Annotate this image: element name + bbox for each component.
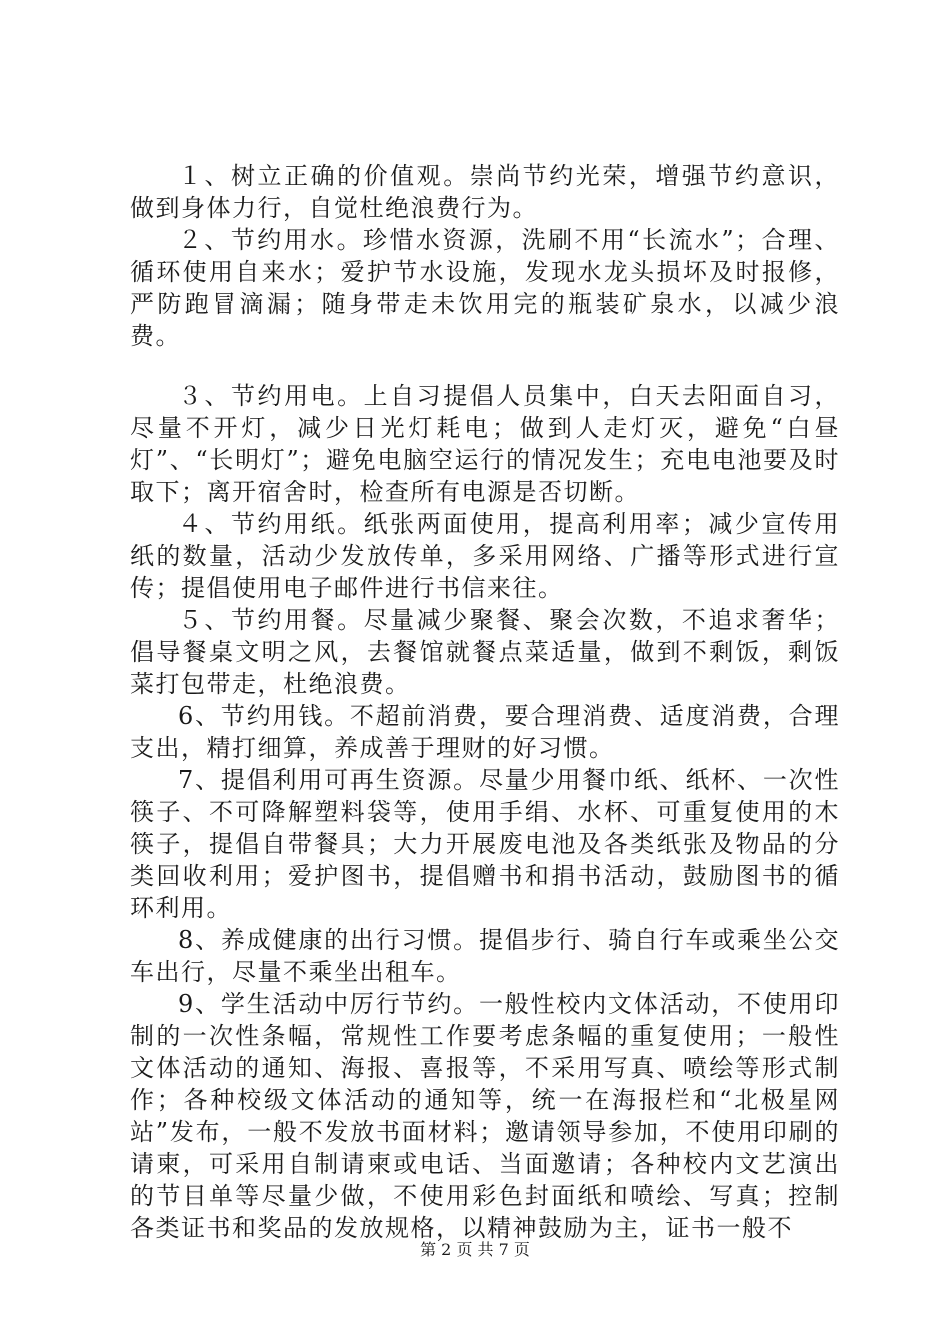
paragraph-7: 7、提倡利用可再生资源。尽量少用餐巾纸、纸杯、一次性筷子、不可降解塑料袋等，使用手绢、水杯、可重复使用的木筷子，提倡自带餐具；大力开展废电池及各类纸张及物品的分类回收利用；爱护图书，提倡赠书和捐书活动，鼓励图书的循环利用。 (130, 766, 840, 922)
paragraph-8: 8、养成健康的出行习惯。提倡步行、骑自行车或乘坐公交车出行，尽量不乘坐出租车。 (130, 926, 840, 986)
paragraph-5: ５、节约用餐。尽量减少聚餐、聚会次数，不追求奢华；倡导餐桌文明之风，去餐馆就餐点菜适量，做到不剩饭，剩饭菜打包带走，杜绝浪费。 (130, 606, 840, 698)
paragraph-1: １、树立正确的价值观。崇尚节约光荣，增强节约意识，做到身体力行，自觉杜绝浪费行为。 (130, 162, 840, 222)
paragraph-4: ４、节约用纸。纸张两面使用，提高利用率；减少宣传用纸的数量，活动少发放传单，多采用网络、广播等形式进行宣传；提倡使用电子邮件进行书信来往。 (130, 510, 840, 602)
document-body (130, 160, 840, 1244)
paragraph-9: 9、学生活动中厉行节约。一般性校内文体活动，不使用印制的一次性条幅，常规性工作要考虑条幅的重复使用；一般性文体活动的通知、海报、喜报等，不采用写真、喷绘等形式制作；各种校级文体活动的通知等，统一在海报栏和“北极星网站”发布，一般不发放书面材料；邀请领导参加，不使用印刷的请柬，可采用自制请柬或电话、当面邀请；各种校内文艺演出的节目单等尽量少做，不使用彩色封面纸和喷绘、写真；控制各类证书和奖品的发放规格，以精神鼓励为主，证书一般不 (130, 990, 840, 1242)
paragraph-6: 6、节约用钱。不超前消费，要合理消费、适度消费，合理支出，精打细算，养成善于理财的好习惯。 (130, 702, 840, 762)
paragraph-2: ２、节约用水。珍惜水资源，洗刷不用“长流水”；合理、循环使用自来水；爱护节水设施，发现水龙头损坏及时报修，严防跑冒滴漏；随身带走未饮用完的瓶装矿泉水，以减少浪费。 (130, 226, 840, 350)
paragraph-3: ３、节约用电。上自习提倡人员集中，白天去阳面自习，尽量不开灯，减少日光灯耗电；做到人走灯灭，避免“白昼灯”、“长明灯”；避免电脑空运行的情况发生；充电电池要及时取下；离开宿舍时，检查所有电源是否切断。 (130, 382, 840, 506)
page-number-footer: 第 2 页 共 7 页 (420, 1240, 530, 1259)
